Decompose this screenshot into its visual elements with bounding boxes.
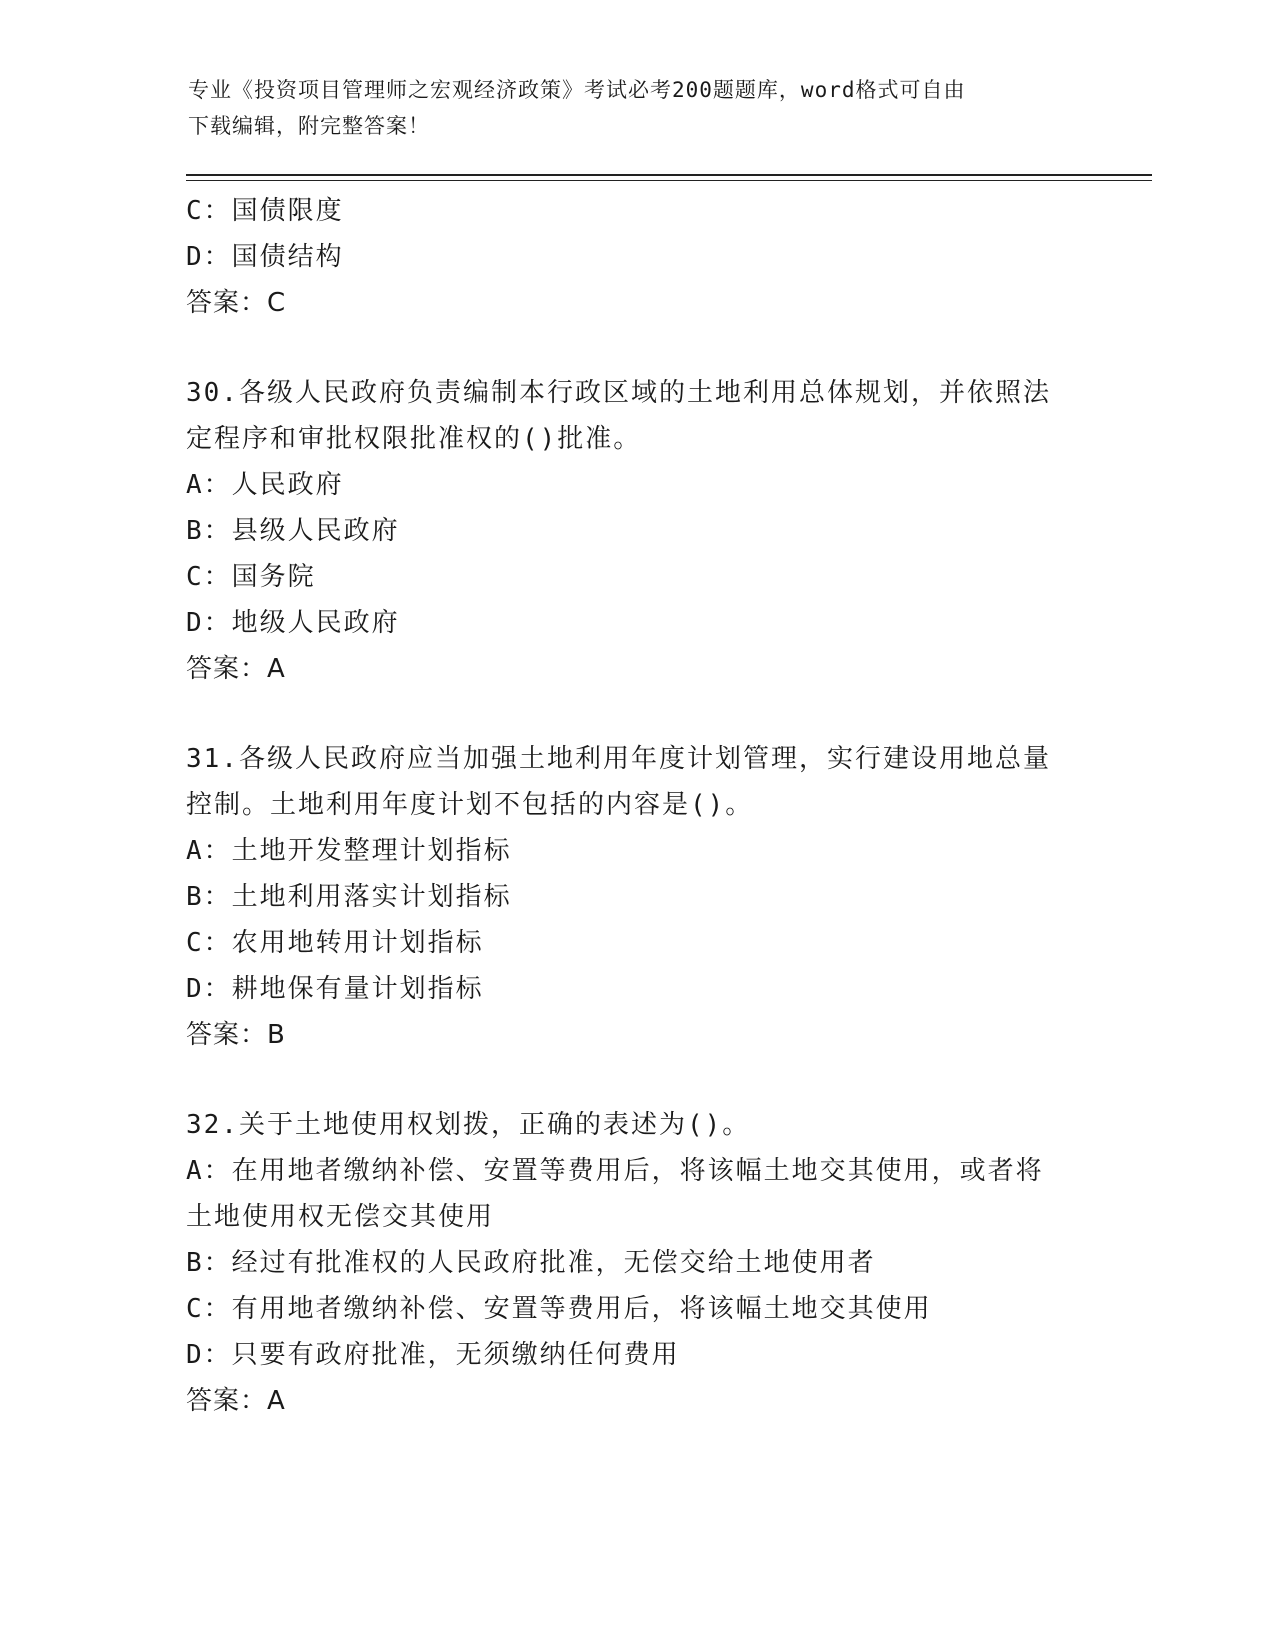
q31-stem-line-2: 控制。土地利用年度计划不包括的内容是()。: [186, 790, 754, 820]
q32-option-a-line-1: A：在用地者缴纳补偿、安置等费用后，将该幅土地交其使用，或者将: [186, 1156, 1044, 1186]
header-rule-thick: [186, 174, 1152, 176]
q32-option-b: B：经过有批准权的人民政府批准，无偿交给土地使用者: [186, 1248, 876, 1278]
question-29-tail: [186, 188, 1086, 326]
question-30: [186, 370, 1086, 692]
spacer: [186, 1058, 1086, 1102]
q31-stem-line-1: 31.各级人民政府应当加强土地利用年度计划管理，实行建设用地总量: [186, 744, 1051, 774]
spacer: [186, 326, 1086, 370]
q29-option-c: C：国债限度: [186, 196, 344, 226]
question-31: [186, 736, 1086, 1058]
header-line-2: 下载编辑，附完整答案！: [188, 114, 430, 138]
q31-option-d: D：耕地保有量计划指标: [186, 974, 484, 1004]
q30-option-d: D：地级人民政府: [186, 608, 400, 638]
q31-option-c: C：农用地转用计划指标: [186, 928, 484, 958]
q32-answer: 答案：A: [186, 1386, 286, 1416]
q30-option-c: C：国务院: [186, 562, 316, 592]
spacer: [186, 692, 1086, 736]
q32-option-a-line-2: 土地使用权无偿交其使用: [186, 1202, 495, 1232]
q30-option-a: A：人民政府: [186, 470, 344, 500]
q32-stem-line-1: 32.关于土地使用权划拨，正确的表述为()。: [186, 1110, 751, 1140]
q31-option-a: A：土地开发整理计划指标: [186, 836, 512, 866]
document-header: [188, 72, 1068, 144]
q30-answer: 答案：A: [186, 654, 286, 684]
q32-option-c: C：有用地者缴纳补偿、安置等费用后，将该幅土地交其使用: [186, 1294, 932, 1324]
q30-option-b: B：县级人民政府: [186, 516, 400, 546]
header-line-1: 专业《投资项目管理师之宏观经济政策》考试必考200题题库，word格式可自由: [188, 78, 966, 102]
q31-option-b: B：土地利用落实计划指标: [186, 882, 512, 912]
q29-answer: 答案：C: [186, 288, 287, 318]
header-rule-thin: [186, 180, 1152, 181]
q32-option-d: D：只要有政府批准，无须缴纳任何费用: [186, 1340, 680, 1370]
question-list: [186, 188, 1086, 1424]
question-32: [186, 1102, 1086, 1424]
q29-option-d: D：国债结构: [186, 242, 344, 272]
q31-answer: 答案：B: [186, 1020, 286, 1050]
q30-stem-line-1: 30.各级人民政府负责编制本行政区域的土地利用总体规划，并依照法: [186, 378, 1051, 408]
q30-stem-line-2: 定程序和审批权限批准权的()批准。: [186, 424, 642, 454]
